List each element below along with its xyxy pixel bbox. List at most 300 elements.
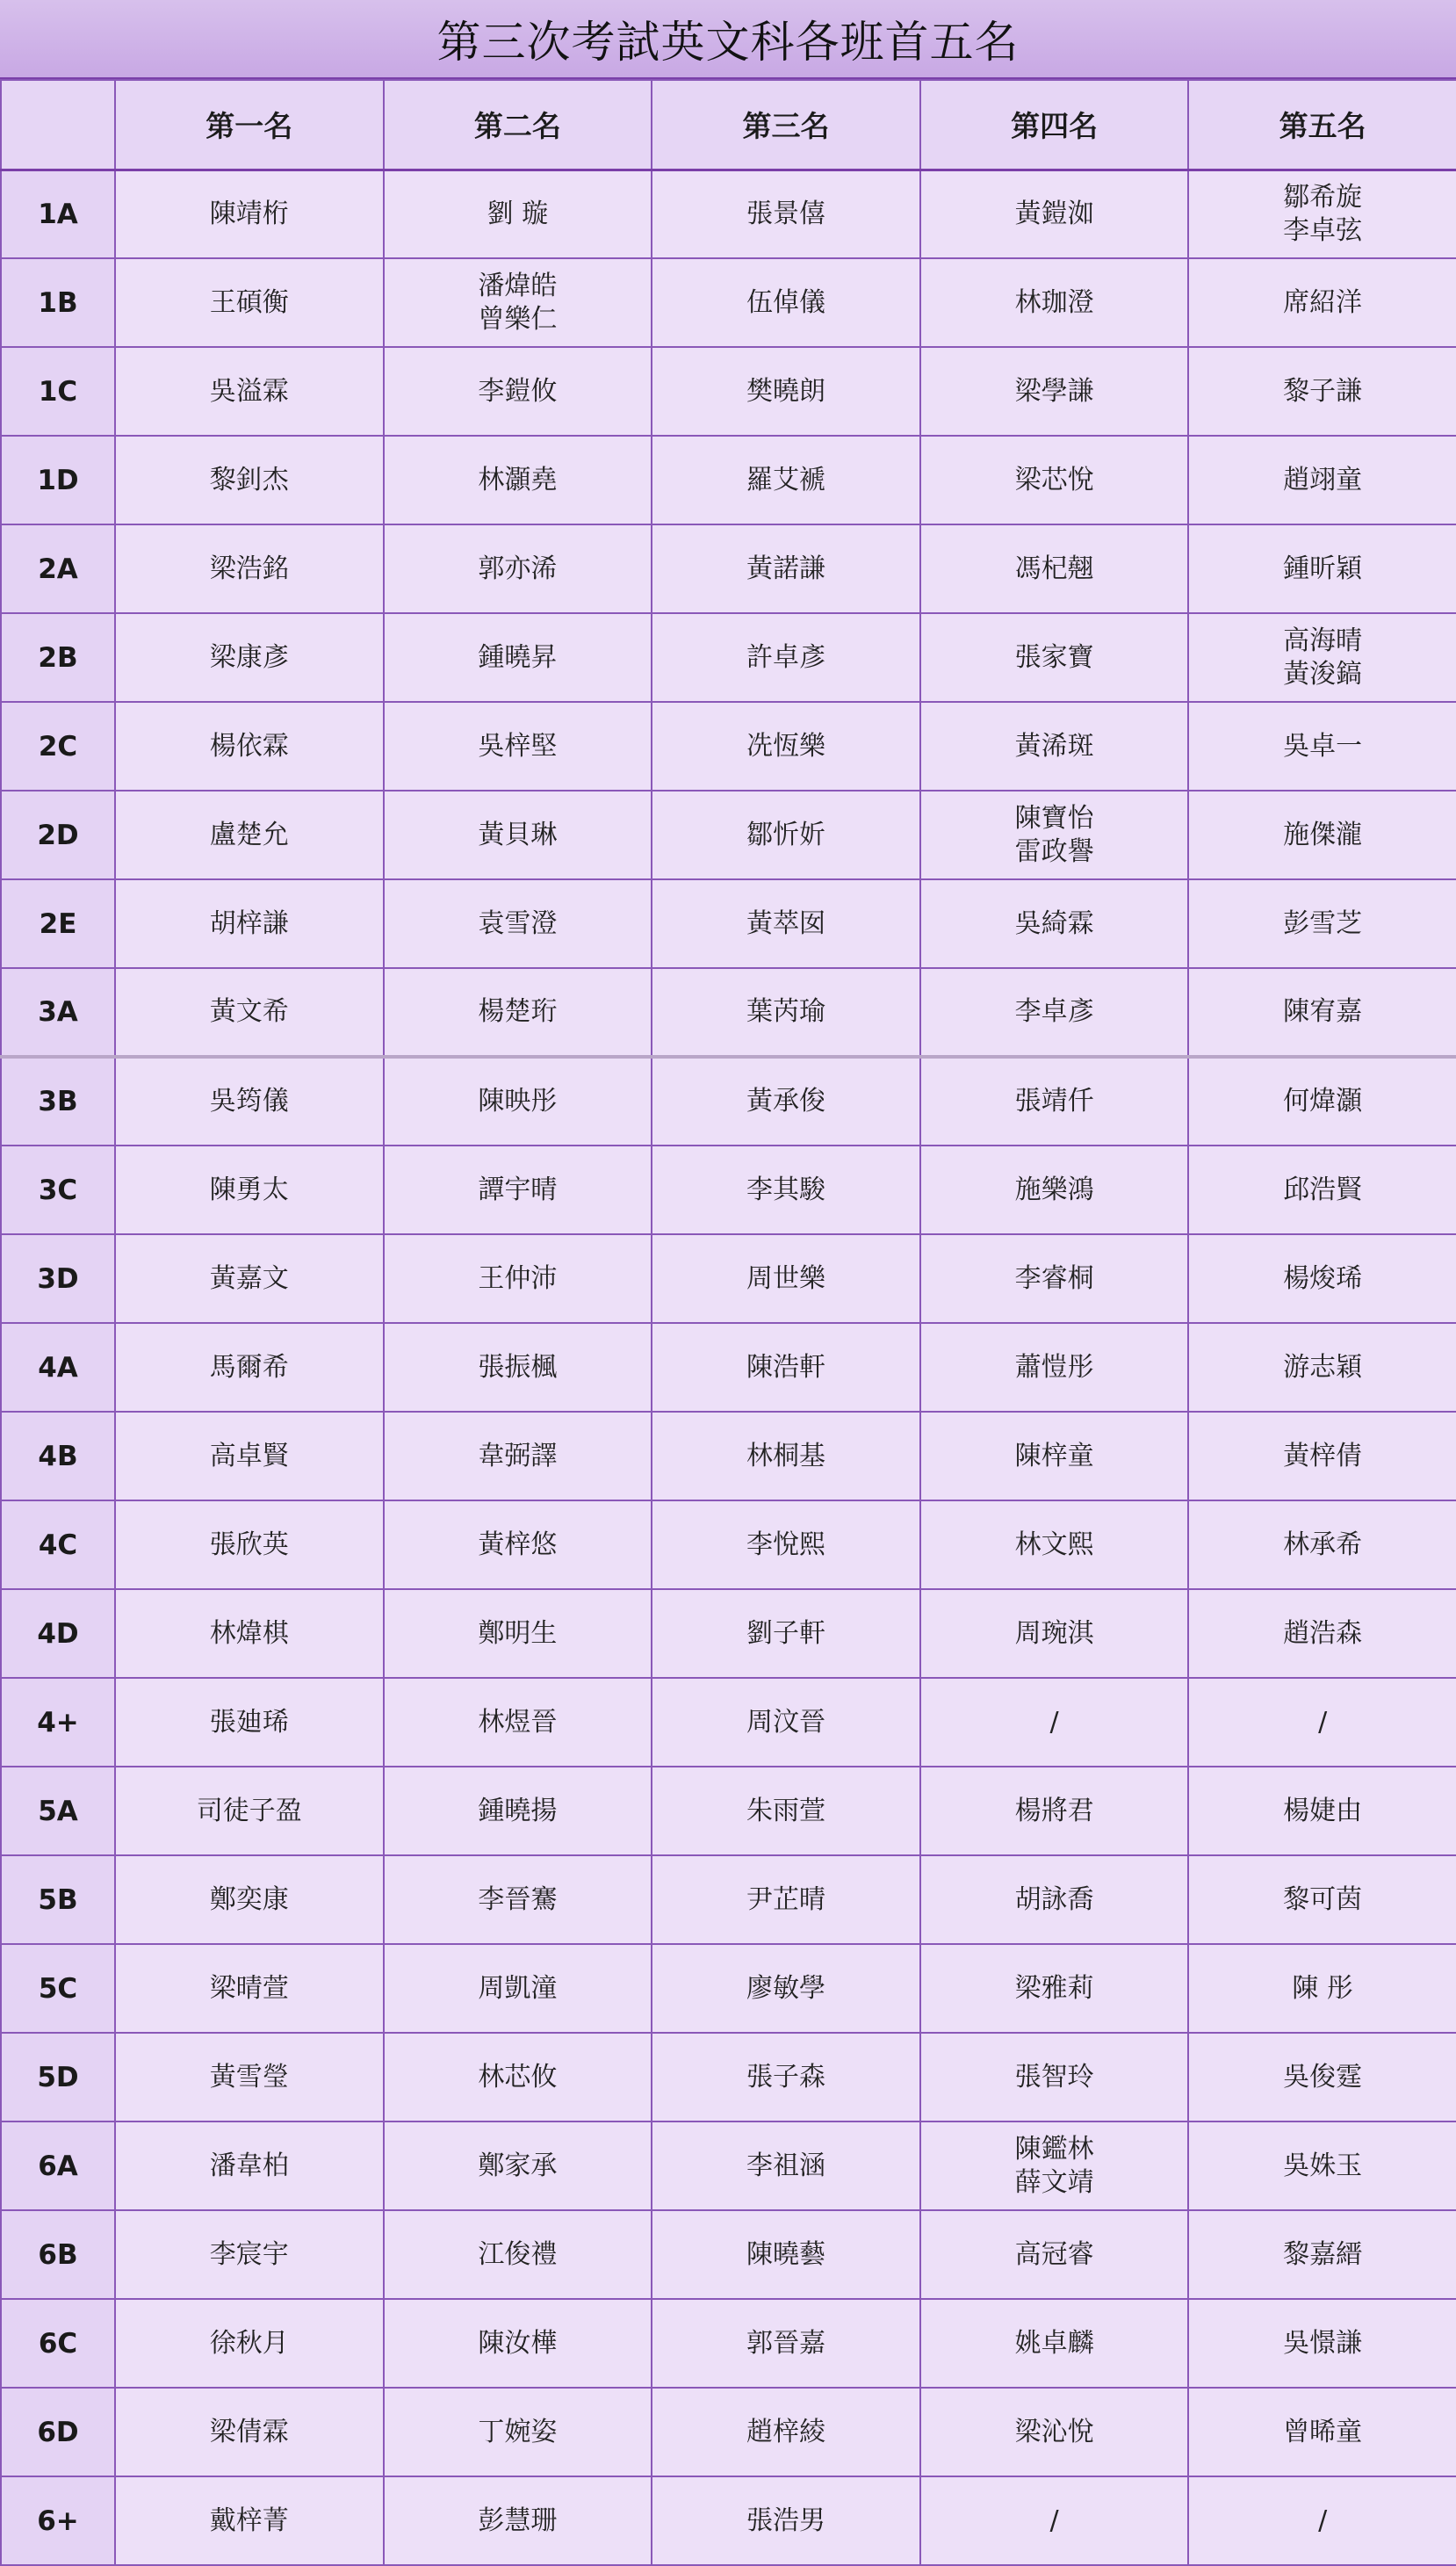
- student-name: 黃雪瑩: [209, 2061, 289, 2093]
- student-name: 曾晞童: [1283, 2416, 1363, 2447]
- rank-5-cell: [1188, 1412, 1456, 1500]
- student-name: 梁浩銘: [209, 553, 289, 584]
- rank-3-cell: [652, 1323, 920, 1412]
- rank-3-cell: [652, 702, 920, 791]
- rank-4-cell: [920, 2210, 1189, 2299]
- class-label: 6B: [1, 2210, 115, 2299]
- rank-2-cell: [384, 1234, 652, 1323]
- student-name: 陳靖桁: [209, 198, 289, 229]
- student-name: 鍾曉揚: [478, 1795, 558, 1826]
- rank-1-cell: [115, 879, 384, 968]
- student-name: 黃承俊: [746, 1086, 825, 1117]
- student-name: 陳梓童: [1014, 1440, 1094, 1471]
- rank-3-cell: [652, 2299, 920, 2388]
- rank-4-cell: [920, 2121, 1189, 2210]
- rank-5-cell: [1188, 524, 1456, 613]
- student-name: 楊將君: [1014, 1795, 1094, 1826]
- rank-5-cell: [1188, 1855, 1456, 1944]
- rank-2-cell: [384, 1412, 652, 1500]
- student-name: 楊依霖: [209, 730, 289, 762]
- student-name: 王仲沛: [478, 1262, 558, 1294]
- student-name: 高冠睿: [1014, 2238, 1094, 2270]
- rank-2-cell: [384, 879, 652, 968]
- rank-2-cell: [384, 1678, 652, 1767]
- header-rank-2: 第二名: [384, 80, 652, 170]
- table-row: [1, 2476, 1456, 2565]
- table-row: [1, 436, 1456, 524]
- student-name: 林承希: [1283, 1529, 1363, 1560]
- student-name: 黃梓悠: [478, 1529, 558, 1560]
- rank-3-cell: [652, 1500, 920, 1589]
- rank-1-cell: [115, 1146, 384, 1234]
- title-bar: [0, 0, 1456, 79]
- rank-4-cell: [920, 524, 1189, 613]
- rank-1-cell: [115, 1855, 384, 1944]
- rank-4-cell: [920, 1589, 1189, 1678]
- rank-5-cell: [1188, 2121, 1456, 2210]
- rank-2-cell: [384, 2121, 652, 2210]
- rank-2-cell: [384, 791, 652, 879]
- rank-4-cell: [920, 2476, 1189, 2565]
- rank-5-cell: [1188, 1678, 1456, 1767]
- rank-4-cell: [920, 2299, 1189, 2388]
- rank-3-cell: [652, 2388, 920, 2476]
- student-name: 王碩衡: [209, 286, 289, 318]
- rank-1-cell: [115, 2299, 384, 2388]
- student-name: 陳映彤: [478, 1086, 558, 1117]
- rank-3-cell: [652, 1412, 920, 1500]
- rank-3-cell: [652, 170, 920, 258]
- rank-1-cell: [115, 791, 384, 879]
- student-name: 梁芯悅: [1014, 464, 1094, 495]
- student-name: 林珈澄: [1014, 286, 1094, 318]
- student-name: 邱浩賢: [1283, 1174, 1363, 1205]
- class-label: 2D: [1, 791, 115, 879]
- student-name: 黃萃囡: [746, 907, 825, 939]
- class-label: 4+: [1, 1678, 115, 1767]
- class-label: 2A: [1, 524, 115, 613]
- rank-3-cell: [652, 258, 920, 347]
- student-name: 吳綺霖: [1014, 907, 1094, 939]
- student-name: 林文熙: [1014, 1529, 1094, 1560]
- table-row: [1, 347, 1456, 436]
- student-name: 冼恆樂: [746, 730, 825, 762]
- student-name: 黃浠斑: [1014, 730, 1094, 762]
- rank-2-cell: [384, 702, 652, 791]
- class-label: 5A: [1, 1767, 115, 1855]
- rank-4-cell: [920, 613, 1189, 702]
- student-name: 施傑瀧: [1283, 819, 1363, 850]
- student-name: 韋弼譯: [478, 1440, 558, 1471]
- student-name: 朱雨萱: [746, 1795, 825, 1826]
- rank-2-cell: [384, 2033, 652, 2121]
- rank-4-cell: [920, 1767, 1189, 1855]
- rank-2-cell: [384, 1146, 652, 1234]
- student-name: 郭亦浠: [478, 553, 558, 584]
- student-name: 楊焌琋: [1283, 1262, 1363, 1294]
- student-name: 陳寶怡: [1014, 802, 1094, 834]
- table-row: [1, 258, 1456, 347]
- student-name: 樊曉朗: [746, 375, 825, 407]
- rank-2-cell: [384, 524, 652, 613]
- student-name: 李宸宇: [209, 2238, 289, 2270]
- student-name: 李卓弦: [1283, 214, 1363, 246]
- rank-1-cell: [115, 2033, 384, 2121]
- rank-2-cell: [384, 1944, 652, 2033]
- rank-3-cell: [652, 1678, 920, 1767]
- rank-5-cell: [1188, 1500, 1456, 1589]
- student-name: 梁沁悅: [1014, 2416, 1094, 2447]
- rank-4-cell: [920, 1234, 1189, 1323]
- rank-5-cell: [1188, 1234, 1456, 1323]
- class-label: 6D: [1, 2388, 115, 2476]
- rank-3-cell: [652, 1589, 920, 1678]
- rank-5-cell: [1188, 1323, 1456, 1412]
- table-row: [1, 1589, 1456, 1678]
- rank-3-cell: [652, 968, 920, 1057]
- rank-5-cell: [1188, 879, 1456, 968]
- rank-2-cell: [384, 613, 652, 702]
- class-label: 5B: [1, 1855, 115, 1944]
- rank-2-cell: [384, 1500, 652, 1589]
- rank-1-cell: [115, 1057, 384, 1146]
- rank-3-cell: [652, 1234, 920, 1323]
- rank-1-cell: [115, 1944, 384, 2033]
- student-name: 李睿桐: [1014, 1262, 1094, 1294]
- student-name: 羅艾褫: [746, 464, 825, 495]
- student-name: /: [1318, 1706, 1328, 1738]
- rank-4-cell: [920, 791, 1189, 879]
- student-name: 高卓賢: [209, 1440, 289, 1471]
- student-name: 楊婕由: [1283, 1795, 1363, 1826]
- class-label: 2E: [1, 879, 115, 968]
- student-name: 席紹洋: [1283, 286, 1363, 318]
- student-name: 李祖涵: [746, 2150, 825, 2181]
- rank-1-cell: [115, 170, 384, 258]
- table-row: [1, 524, 1456, 613]
- rank-2-cell: [384, 1855, 652, 1944]
- student-name: 胡梓謙: [209, 907, 289, 939]
- rank-3-cell: [652, 1944, 920, 2033]
- header-rank-5: 第五名: [1188, 80, 1456, 170]
- header-rank-1: 第一名: [115, 80, 384, 170]
- rank-1-cell: [115, 968, 384, 1057]
- rank-1-cell: [115, 1500, 384, 1589]
- rank-1-cell: [115, 258, 384, 347]
- student-name: 伍倬儀: [746, 286, 825, 318]
- student-name: 李卓彥: [1014, 996, 1094, 1027]
- student-name: 葉芮瑜: [746, 996, 825, 1027]
- student-name: 許卓彥: [746, 641, 825, 673]
- rank-5-cell: [1188, 2388, 1456, 2476]
- ranking-table: [0, 79, 1456, 2566]
- class-label: 3D: [1, 1234, 115, 1323]
- rank-3-cell: [652, 1146, 920, 1234]
- class-label: 1D: [1, 436, 115, 524]
- student-name: 戴梓菁: [209, 2505, 289, 2536]
- class-label: 6C: [1, 2299, 115, 2388]
- student-name: 林桐基: [746, 1440, 825, 1471]
- rank-2-cell: [384, 968, 652, 1057]
- rank-5-cell: [1188, 702, 1456, 791]
- student-name: /: [1049, 2505, 1059, 2536]
- rank-4-cell: [920, 1944, 1189, 2033]
- student-name: 尹芷晴: [746, 1883, 825, 1915]
- class-label: 6A: [1, 2121, 115, 2210]
- table-row: [1, 613, 1456, 702]
- rank-4-cell: [920, 1500, 1189, 1589]
- student-name: 馬爾希: [209, 1351, 289, 1383]
- student-name: 黎子謙: [1283, 375, 1363, 407]
- student-name: 劉 璇: [487, 198, 549, 229]
- rank-2-cell: [384, 1767, 652, 1855]
- student-name: 趙梓綾: [746, 2416, 825, 2447]
- rank-2-cell: [384, 2210, 652, 2299]
- student-name: 張振楓: [478, 1351, 558, 1383]
- student-name: 陳勇太: [209, 1174, 289, 1205]
- student-name: 林煒棋: [209, 1617, 289, 1649]
- student-name: 張子森: [746, 2061, 825, 2093]
- rank-2-cell: [384, 347, 652, 436]
- rank-3-cell: [652, 1767, 920, 1855]
- header-corner-cell: [1, 80, 115, 170]
- student-name: 黃文希: [209, 996, 289, 1027]
- rank-1-cell: [115, 1323, 384, 1412]
- rank-1-cell: [115, 613, 384, 702]
- rank-1-cell: [115, 1234, 384, 1323]
- student-name: 張智玲: [1014, 2061, 1094, 2093]
- rank-5-cell: [1188, 2210, 1456, 2299]
- rank-3-cell: [652, 879, 920, 968]
- rank-5-cell: [1188, 2033, 1456, 2121]
- table-body: [1, 170, 1456, 2565]
- student-name: 張靖仟: [1014, 1086, 1094, 1117]
- rank-4-cell: [920, 1323, 1189, 1412]
- class-label: 5C: [1, 1944, 115, 2033]
- student-name: 劉子軒: [746, 1617, 825, 1649]
- student-name: 徐秋月: [209, 2327, 289, 2359]
- student-name: 黃鎧洳: [1014, 198, 1094, 229]
- student-name: 吳憬謙: [1283, 2327, 1363, 2359]
- rank-3-cell: [652, 347, 920, 436]
- student-name: 黃嘉文: [209, 1262, 289, 1294]
- table-row: [1, 2210, 1456, 2299]
- student-name: 司徒子盈: [196, 1795, 302, 1826]
- rank-5-cell: [1188, 1057, 1456, 1146]
- rank-4-cell: [920, 2033, 1189, 2121]
- student-name: 梁倩霖: [209, 2416, 289, 2447]
- class-label: 4C: [1, 1500, 115, 1589]
- student-name: 楊楚珩: [478, 996, 558, 1027]
- table-row: [1, 702, 1456, 791]
- table-row: [1, 2033, 1456, 2121]
- class-label: 1B: [1, 258, 115, 347]
- table-row: [1, 1767, 1456, 1855]
- rank-5-cell: [1188, 613, 1456, 702]
- student-name: 丁婉姿: [478, 2416, 558, 2447]
- rank-5-cell: [1188, 2299, 1456, 2388]
- rank-1-cell: [115, 524, 384, 613]
- student-name: 鍾昕穎: [1283, 553, 1363, 584]
- rank-5-cell: [1188, 170, 1456, 258]
- student-name: 陳 彤: [1292, 1972, 1353, 2004]
- student-name: 袁雪澄: [478, 907, 558, 939]
- table-row: [1, 1500, 1456, 1589]
- rank-4-cell: [920, 1146, 1189, 1234]
- class-label: 1C: [1, 347, 115, 436]
- student-name: 黃諾謙: [746, 553, 825, 584]
- student-name: 胡詠喬: [1014, 1883, 1094, 1915]
- rank-4-cell: [920, 968, 1189, 1057]
- class-label: 3C: [1, 1146, 115, 1234]
- rank-4-cell: [920, 170, 1189, 258]
- rank-5-cell: [1188, 436, 1456, 524]
- student-name: 周汶晉: [746, 1706, 825, 1738]
- student-name: 雷政譽: [1014, 835, 1094, 867]
- rank-4-cell: [920, 1678, 1189, 1767]
- rank-4-cell: [920, 879, 1189, 968]
- student-name: 高海晴: [1283, 625, 1363, 656]
- table-row: [1, 1323, 1456, 1412]
- table-row: [1, 1234, 1456, 1323]
- rank-4-cell: [920, 258, 1189, 347]
- rank-1-cell: [115, 2476, 384, 2565]
- rank-1-cell: [115, 1767, 384, 1855]
- class-label: 3B: [1, 1057, 115, 1146]
- student-name: 譚宇晴: [478, 1174, 558, 1205]
- rank-2-cell: [384, 2388, 652, 2476]
- rank-1-cell: [115, 1678, 384, 1767]
- student-name: 鄒忻妡: [746, 819, 825, 850]
- class-label: 4A: [1, 1323, 115, 1412]
- student-name: 李鎧攸: [478, 375, 558, 407]
- rank-3-cell: [652, 1057, 920, 1146]
- student-name: 李其駿: [746, 1174, 825, 1205]
- rank-2-cell: [384, 1589, 652, 1678]
- student-name: 黎嘉縉: [1283, 2238, 1363, 2270]
- table-row: [1, 170, 1456, 258]
- student-name: 陳鑑林: [1014, 2133, 1094, 2165]
- rank-4-cell: [920, 702, 1189, 791]
- page-title: 第三次考試英文科各班首五名: [436, 17, 1020, 68]
- student-name: 姚卓麟: [1014, 2327, 1094, 2359]
- table-row: [1, 1678, 1456, 1767]
- rank-2-cell: [384, 436, 652, 524]
- student-name: 陳浩軒: [746, 1351, 825, 1383]
- header-rank-4: 第四名: [920, 80, 1189, 170]
- student-name: 蕭愷彤: [1014, 1351, 1094, 1383]
- student-name: 黃浚鎬: [1283, 658, 1363, 690]
- student-name: 林芯攸: [478, 2061, 558, 2093]
- student-name: 李晉騫: [478, 1883, 558, 1915]
- student-name: 盧楚允: [209, 819, 289, 850]
- rank-1-cell: [115, 2121, 384, 2210]
- table-row: [1, 1146, 1456, 1234]
- table-row: [1, 2299, 1456, 2388]
- rank-3-cell: [652, 2121, 920, 2210]
- class-label: 4D: [1, 1589, 115, 1678]
- rank-3-cell: [652, 2033, 920, 2121]
- student-name: 陳汝樺: [478, 2327, 558, 2359]
- rank-4-cell: [920, 1855, 1189, 1944]
- table-row: [1, 879, 1456, 968]
- class-label: 2B: [1, 613, 115, 702]
- student-name: 吳梓堅: [478, 730, 558, 762]
- student-name: 鄭家承: [478, 2150, 558, 2181]
- student-name: 黃梓倩: [1283, 1440, 1363, 1471]
- student-name: 梁康彥: [209, 641, 289, 673]
- rank-3-cell: [652, 2210, 920, 2299]
- student-name: 趙翊童: [1283, 464, 1363, 495]
- rank-3-cell: [652, 791, 920, 879]
- student-name: 游志穎: [1283, 1351, 1363, 1383]
- class-label: 6+: [1, 2476, 115, 2565]
- student-name: 郭晉嘉: [746, 2327, 825, 2359]
- student-name: 吳姝玉: [1283, 2150, 1363, 2181]
- rank-5-cell: [1188, 2476, 1456, 2565]
- student-name: 梁學謙: [1014, 375, 1094, 407]
- student-name: 趙浩森: [1283, 1617, 1363, 1649]
- student-name: 何煒灝: [1283, 1086, 1363, 1117]
- student-name: 梁晴萱: [209, 1972, 289, 2004]
- table-row: [1, 968, 1456, 1057]
- rank-5-cell: [1188, 1944, 1456, 2033]
- student-name: 吳俊霆: [1283, 2061, 1363, 2093]
- rank-5-cell: [1188, 791, 1456, 879]
- student-name: 鍾曉昇: [478, 641, 558, 673]
- student-name: 陳宥嘉: [1283, 996, 1363, 1027]
- rank-5-cell: [1188, 258, 1456, 347]
- student-name: 江俊禮: [478, 2238, 558, 2270]
- student-name: 施樂鴻: [1014, 1174, 1094, 1205]
- rank-5-cell: [1188, 1589, 1456, 1678]
- student-name: 薛文靖: [1014, 2166, 1094, 2198]
- student-name: 梁雅莉: [1014, 1972, 1094, 2004]
- student-name: 張欣英: [209, 1529, 289, 1560]
- student-name: 鄭明生: [478, 1617, 558, 1649]
- rank-1-cell: [115, 436, 384, 524]
- student-name: 曾樂仁: [478, 303, 558, 335]
- rank-4-cell: [920, 436, 1189, 524]
- class-label: 4B: [1, 1412, 115, 1500]
- rank-4-cell: [920, 1412, 1189, 1500]
- table-row: [1, 2388, 1456, 2476]
- student-name: 鄭奕康: [209, 1883, 289, 1915]
- rank-1-cell: [115, 2210, 384, 2299]
- rank-1-cell: [115, 347, 384, 436]
- rank-5-cell: [1188, 1146, 1456, 1234]
- class-label: 2C: [1, 702, 115, 791]
- student-name: 周凱潼: [478, 1972, 558, 2004]
- rank-3-cell: [652, 1855, 920, 1944]
- student-name: /: [1049, 1706, 1059, 1738]
- student-name: 廖敏學: [746, 1972, 825, 2004]
- student-name: 吳卓一: [1283, 730, 1363, 762]
- student-name: 潘韋柏: [209, 2150, 289, 2181]
- rank-3-cell: [652, 2476, 920, 2565]
- rank-5-cell: [1188, 1767, 1456, 1855]
- rank-3-cell: [652, 436, 920, 524]
- rank-2-cell: [384, 258, 652, 347]
- student-name: 黎可茵: [1283, 1883, 1363, 1915]
- student-name: 彭雪芝: [1283, 907, 1363, 939]
- table-row: [1, 2121, 1456, 2210]
- rank-3-cell: [652, 524, 920, 613]
- student-name: 張廸琋: [209, 1706, 289, 1738]
- table-row: [1, 1944, 1456, 2033]
- student-name: 張浩男: [746, 2505, 825, 2536]
- student-name: 潘煒皓: [478, 270, 558, 301]
